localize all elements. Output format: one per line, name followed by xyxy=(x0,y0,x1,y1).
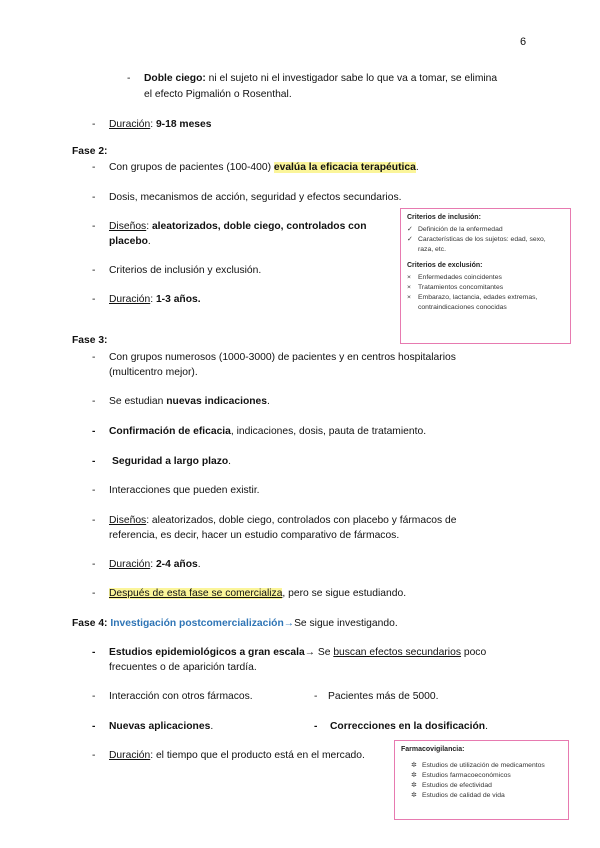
fase3-item2-bold: nuevas indicaciones xyxy=(166,396,267,407)
fase2-disenos-value2: placebo xyxy=(109,236,148,247)
fase2-duracion: Duración: 1-3 años. xyxy=(109,294,201,305)
star-bullet-icon: ✲ xyxy=(411,792,417,799)
exclusion-item xyxy=(407,303,564,313)
bullet-dash: - xyxy=(92,485,96,496)
fase2-item2: Dosis, mecanismos de acción, seguridad y efectos secundarios. xyxy=(109,192,402,203)
fase2-item1: Con grupos de pacientes (100-400) evalúa la eficacia terapéutica. xyxy=(109,162,419,173)
fase4-item1-pre: Se xyxy=(315,647,334,658)
check-icon: ✓ xyxy=(407,226,413,233)
fase3-item3-rest: , indicaciones, dosis, pauta de tratamiento. xyxy=(230,426,427,437)
fase3-duracion-label: Duración xyxy=(109,559,151,570)
farmaco-item xyxy=(401,761,562,771)
fase3-comercializa xyxy=(109,586,406,601)
fase3-heading: Fase 3: xyxy=(72,335,108,346)
fase4-item4 xyxy=(109,748,365,763)
exclusion-text: contraindicaciones conocidas xyxy=(418,304,507,311)
bullet-dash: - xyxy=(314,691,318,702)
fase4-item2b: Pacientes más de 5000. xyxy=(328,691,439,702)
inclusion-title: Criterios de inclusión: xyxy=(407,214,481,221)
fase3-disenos xyxy=(109,513,456,528)
fase4-item3: Nuevas aplicaciones. xyxy=(109,721,214,732)
inclusion-text: raza, etc. xyxy=(418,246,446,253)
bullet-dash: - xyxy=(92,515,96,526)
fase3-comercializa-highlight: Después de esta fase se comercializa xyxy=(109,588,283,599)
fase4-item1-bold: Estudios epidemiológicos a gran escala xyxy=(109,647,305,658)
fase2-disenos: Diseños: aleatorizados, doble ciego, controlados con xyxy=(109,221,367,232)
fase2-disenos-value: aleatorizados, doble ciego, controlados con xyxy=(151,221,367,232)
fase3-disenos-rest2: referencia, es decir, hacer un estudio comparativo de fármacos. xyxy=(109,530,400,541)
fase2-disenos-line2: placebo. xyxy=(109,236,151,247)
fase2-duracion-label: Duración xyxy=(109,294,151,305)
farmaco-item xyxy=(401,781,562,791)
bullet-dash: - xyxy=(92,750,96,761)
fase3-item2-pre: Se estudian xyxy=(109,396,167,407)
bullet-dash: - xyxy=(92,294,96,305)
bullet-dash: - xyxy=(92,162,96,173)
cross-icon: × xyxy=(407,274,411,281)
farmaco-item xyxy=(401,791,562,801)
exclusion-item xyxy=(407,273,564,283)
exclusion-item xyxy=(407,283,564,293)
bullet-dash: - xyxy=(92,221,96,232)
fase3-item3-bold: Confirmación de eficacia xyxy=(109,426,231,437)
fase4-item2: Interacción con otros fármacos. xyxy=(109,691,253,702)
fase4-item1-line2: frecuentes o de aparición tardía. xyxy=(109,662,257,673)
exclusion-title: Criterios de exclusión: xyxy=(407,262,483,269)
farmaco-text: Estudios farmacoeconómicos xyxy=(422,772,511,779)
doble-ciego-text2: el efecto Pigmalión o Rosenthal. xyxy=(144,89,292,100)
fase3-item1b: (multicentro mejor). xyxy=(109,367,198,378)
arrow-right-icon: → xyxy=(283,618,295,629)
bullet-dash: - xyxy=(92,352,96,363)
bullet-dash: - xyxy=(92,119,96,130)
fase3-comercializa-rest: , pero se sigue estudiando. xyxy=(282,588,407,599)
fase4-item4-rest: : el tiempo que el producto está en el mercado. xyxy=(150,750,365,761)
fase4-item1-rest: poco xyxy=(460,647,487,658)
fase4-rest: Se sigue investigando. xyxy=(294,618,398,629)
fase4-heading-line xyxy=(72,616,398,631)
inclusion-text: Características de los sujetos: edad, sexo, xyxy=(418,236,546,243)
cross-icon: × xyxy=(407,294,411,301)
inclusion-text: Definición de la enfermedad xyxy=(418,226,503,233)
exclusion-text: Embarazo, lactancia, edades extremas, xyxy=(418,294,538,301)
doble-ciego-line xyxy=(144,71,497,86)
farmaco-item xyxy=(401,771,562,781)
fase2-disenos-label: Diseños xyxy=(109,221,147,232)
star-bullet-icon: ✲ xyxy=(411,762,417,769)
bullet-dash: - xyxy=(92,588,96,599)
farmaco-text: Estudios de calidad de vida xyxy=(422,792,505,799)
fase4-item1-underline: buscan efectos secundarios xyxy=(333,647,461,658)
fase3-duracion-value: 2-4 años xyxy=(155,559,198,570)
bullet-dash: - xyxy=(92,691,96,702)
bullet-dash: - xyxy=(127,73,131,84)
bullet-dash: - xyxy=(92,456,96,467)
fase3-item5: Interacciones que pueden existir. xyxy=(109,485,260,496)
fase4-item3-bold: Nuevas aplicaciones xyxy=(109,721,211,732)
inclusion-item xyxy=(407,225,564,235)
farmacovigilancia-box xyxy=(394,740,569,820)
fase4-title: Investigación postcomercialización xyxy=(110,618,284,629)
bullet-dash: - xyxy=(92,647,96,658)
bullet-dash: - xyxy=(92,265,96,276)
cross-icon: × xyxy=(407,284,411,291)
star-bullet-icon: ✲ xyxy=(411,782,417,789)
fase2-item1-highlight: evalúa la eficacia terapéutica xyxy=(273,162,416,173)
bullet-dash: - xyxy=(92,396,96,407)
arrow-right-icon: → xyxy=(304,647,315,658)
fase4-item4-label: Duración xyxy=(109,750,151,761)
duracion-f1: Duración: 9-18 meses xyxy=(109,119,212,130)
farmacovigilancia-title: Farmacovigilancia: xyxy=(401,746,465,753)
fase2-criterios: Criterios de inclusión y exclusión. xyxy=(109,265,262,276)
fase2-heading: Fase 2: xyxy=(72,146,108,157)
bullet-dash: - xyxy=(314,721,318,732)
inclusion-item xyxy=(407,245,564,255)
bullet-dash: - xyxy=(92,559,96,570)
farmaco-text: Estudios de utilización de medicamentos xyxy=(422,762,545,769)
fase2-item1-text: Con grupos de pacientes (100-400) xyxy=(109,162,274,173)
fase4-item1 xyxy=(109,645,486,660)
duracion-f1-label: Duración xyxy=(109,119,151,130)
doble-ciego-label: Doble ciego: xyxy=(144,73,206,84)
fase3-duracion: Duración: 2-4 años. xyxy=(109,559,201,570)
fase3-item3 xyxy=(109,424,426,439)
inclusion-item xyxy=(407,235,564,245)
fase3-disenos-rest: : aleatorizados, doble ciego, controlados con placebo y fármacos de xyxy=(146,515,457,526)
fase3-item4: Seguridad a largo plazo. xyxy=(112,456,232,467)
exclusion-text: Tratamientos concomitantes xyxy=(418,284,504,291)
doble-ciego-text: ni el sujeto ni el investigador sabe lo que va a tomar, se elimina xyxy=(205,73,498,84)
fase4-item3b-bold: Correcciones en la dosificación xyxy=(330,721,486,732)
bullet-dash: - xyxy=(92,426,96,437)
star-bullet-icon: ✲ xyxy=(411,772,417,779)
farmaco-text: Estudios de efectividad xyxy=(422,782,492,789)
check-icon: ✓ xyxy=(407,236,413,243)
exclusion-text: Enfermedades coincidentes xyxy=(418,274,502,281)
bullet-dash: - xyxy=(92,192,96,203)
fase3-item1: Con grupos numerosos (1000-3000) de pacientes y en centros hospitalarios xyxy=(109,352,456,363)
fase4-item3b: Correcciones en la dosificación. xyxy=(330,721,488,732)
fase3-item2: Se estudian nuevas indicaciones. xyxy=(109,396,270,407)
criterios-box xyxy=(400,208,571,344)
fase2-duracion-value: 1-3 años. xyxy=(155,294,201,305)
bullet-dash: - xyxy=(92,721,96,732)
duracion-f1-value: 9-18 meses xyxy=(155,119,212,130)
exclusion-item xyxy=(407,293,564,303)
page-number: 6 xyxy=(520,36,527,48)
fase3-item4-bold: Seguridad a largo plazo xyxy=(112,456,229,467)
fase4-heading: Fase 4: xyxy=(72,618,108,629)
fase3-disenos-label: Diseños xyxy=(109,515,147,526)
